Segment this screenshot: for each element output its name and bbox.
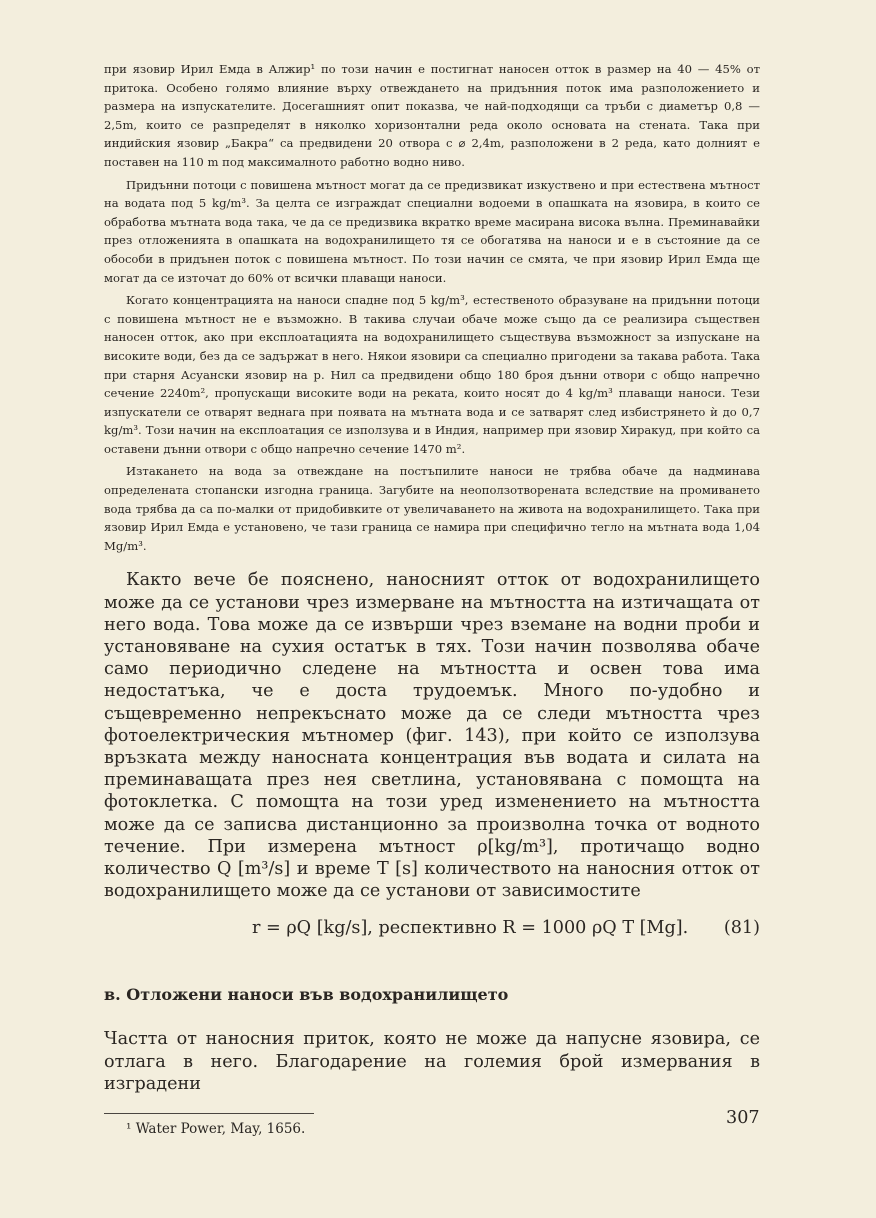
small-paragraph-3: Когато концентрацията на наноси спадне под 5 kg/m³, естественото образуване на придънни потоци с повишена мътност не е възможно. В такива случаи обаче може също да се реализира съществен наносен отток, ако при експлоатацията на водохранилището съществува възможност за изпускане на високите води, без да се задържат в него. Някои язовири са специално пригодени за такава работа. Така при старня Асуански язовир на р. Нил са предвидени общо 180 броя дънни отвори с общо напречно сечение 2240m², пропускащи високите води на реката, които носят до 4 kg/m³ плаващи наноси. Тези изпускатели се отварят веднага при появата на мътната вода и се затварят след избистрянето ѝ до 0,7 kg/m³. Този начин на експлоатация се използува и в Индия, например при язовир Хиракуд, при който са оставени дънни отвори с общо напречно сечение 1470 m². <box>104 293 760 456</box>
small-paragraph-1: при язовир Ирил Емда в Алжир¹ по този начин е постигнат наносен отток в размер на 40 — 45% от притока. Особено голямо влияние върху отвеждането на придънния поток има разположението и размера на изпускателите. Досегашният опит показва, че най-подходящи са тръби с диаметър 0,8 — 2,5m, които се разпределят в няколко хоризонтални реда около основата на стената. Така при индийския язовир „Бакра“ са предвидени 20 отвора с ⌀ 2,4m, разположени в 2 реда, като долният е поставен на 110 m под максималното работно водно ниво. <box>104 62 760 169</box>
footnote-divider <box>104 1113 314 1114</box>
equation <box>104 916 760 940</box>
section-text-block <box>104 1028 760 1095</box>
equation-expression: r = ρQ [kg/s], респективно R = 1000 ρQ T [Mg]. <box>252 918 689 939</box>
small-paragraph-4: Изтакането на вода за отвеждане на постъпилите наноси не трябва обаче да надминава определената стопански изгодна граница. Загубите на неоползотворената вследствие на промиването вода трябва да са по-малки от придобивките от увеличаването на живота на водохранилището. Така при язовир Ирил Емда е установено, че тази граница се намира при специфично тегло на мътната вода 1,04 Mg/m³. <box>104 464 760 553</box>
main-text-block <box>104 569 760 902</box>
page-number: 307 <box>726 1108 760 1128</box>
small-paragraph-2: Придънни потоци с повишена мътност могат да се предизвикат изкуствено и при естествена мътност на водата под 5 kg/m³. За целта се изграждат специални водоеми в опашката на язовира, в които се обработва мътната вода така, че да се предизвика вкратко време масирана висока вълна. Преминавайки през отложенията в опашката на водохранилището тя се обогатява на наноси и е в състояние да се обособи в придънен поток с повишена мътност. По този начин се смята, че при язовир Ирил Емда ще могат да се източат до 60% от всички плаващи наноси. <box>104 177 760 285</box>
section-paragraph: Частта от наносния приток, която не може да напусне язовира, се отлага в него. Благодарение на големия брой измервания в изградени <box>104 1029 760 1094</box>
footnote: ¹ Water Power, May, 1656. <box>126 1121 306 1138</box>
section-heading: в. Отложени наноси във водохранилището <box>104 985 509 1005</box>
equation-number: (81) <box>723 918 760 939</box>
page-content <box>104 60 760 1138</box>
small-print-block <box>104 60 760 555</box>
main-paragraph: Както вече бе пояснено, наносният отток от водохранилището може да се установи чрез измерване на мътността на изтичащата от него вода. Това може да се извърши чрез вземане на водни проби и установяване на сухия остатък в тях. Този начин позволява обаче само периодично следене на мътността и освен това има недостатъка, че е доста трудоемък. Много по-удобно и същевременно непрекъснато може да се следи мътността чрез фотоелектрическия мътномер (фиг. 143), при който се използува връзката между наносната концентрация във водата и силата на преминаващата през нея светлина, установявана с помощта на фотоклетка. С помощта на този уред изменението на мътността може да се записва дистанционно за произволна точка от водното течение. При измерена мътност ρ[kg/m³], протичащо водно количество Q [m³/s] и време T [s] количеството на наносния отток от водохранилището може да се установи от зависимостите <box>104 570 760 902</box>
